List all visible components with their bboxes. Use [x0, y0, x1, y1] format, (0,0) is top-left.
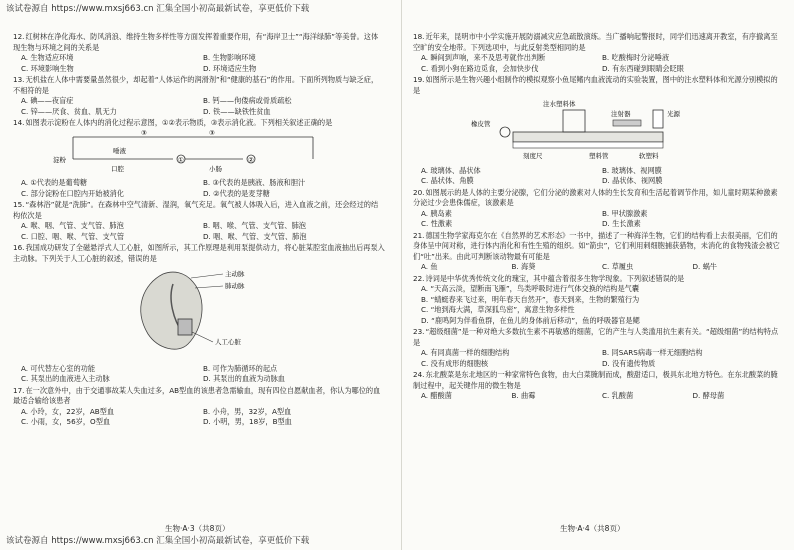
- option-b: B. 小舟，男，32岁，A型血: [203, 406, 292, 416]
- option-b: B. 甲状腺激素: [602, 208, 648, 218]
- question-6: [13, 386, 385, 428]
- option-d: D. 其泵出的血液为动脉血: [203, 374, 285, 383]
- question-text: 近年来，昆明市中小学实施开展防溺减灾应急疏散演练。当广播响起警报时，同学们迅速离开教室，有序撤离至空旷的安全地带。下列选项中，与此反射类型相同的是: [413, 32, 778, 52]
- question-text: 我国成功研发了全磁悬浮式人工心脏，如图所示，其工作原理是利用泵提供动力，将心脏某腔室血液抽出后再泵入主动脉。下列关于人工心脏的叙述，错误的是: [13, 243, 385, 263]
- digestion-figure: [13, 129, 385, 179]
- option-a: A. 可代替左心室的功能: [21, 363, 96, 373]
- fish-figure: [413, 96, 783, 166]
- options-list: [13, 53, 385, 74]
- question-number: 15.: [13, 200, 25, 209]
- question-text: 诗词是中华优秀传统文化的瑰宝，其中蕴含着很多生物学现象。下列叙述错误的是: [425, 273, 685, 283]
- label-small-intestine: 小肠: [209, 164, 222, 173]
- options-list: [413, 284, 783, 326]
- label-3-mark-b: ③: [209, 128, 215, 137]
- question-number: 14.: [13, 118, 25, 127]
- page-number-right: 生物·A·4（共8页）: [560, 524, 625, 533]
- option-d: D. “鹿鸣阿为伴看鱼群，在鱼儿的身体前后移动”，鱼的呼吸器官是鳃: [421, 315, 640, 325]
- option-d: D. 小明，男，18岁，B型血: [203, 417, 292, 426]
- label-water-body: 注水塑料体: [543, 100, 576, 108]
- label-mouth: 口腔: [111, 164, 124, 173]
- options-list: [13, 221, 385, 242]
- question-1: [413, 32, 783, 74]
- option-a: A. 醋酸菌: [421, 391, 452, 400]
- option-b: B. 曲霉: [511, 391, 536, 400]
- label-rubber-tube: 橡皮管: [471, 120, 491, 128]
- option-a: A. 碘——夜盲症: [21, 96, 74, 105]
- option-a: A. 胰岛素: [421, 208, 452, 218]
- options-list: [413, 166, 783, 187]
- label-saliva: 唾液: [113, 146, 126, 155]
- label-ruler: 刻度尺: [523, 152, 543, 160]
- options-list: [413, 391, 783, 402]
- right-page-column: [413, 32, 783, 524]
- light-source-shape: [653, 110, 663, 128]
- question-text: 如图展示的是人体的主要分泌腺，它们分泌的激素对人体的生长发育和生活起着调节作用，如儿童时期某种激素分泌过少会患侏儒症，该激素是: [413, 187, 778, 207]
- question-text: 东北酸菜是东北地区的一种家常特色食物，由大白菜腌制而成，酸甜适口，极具东北地方特色。在东北酸菜的腌制过程中，起关键作用的微生物是: [413, 370, 778, 390]
- question-5: [13, 243, 385, 385]
- option-c: C. 部分淀粉在口腔内开始被消化: [21, 188, 125, 198]
- options-list: [413, 209, 783, 230]
- question-number: 18.: [413, 32, 425, 41]
- label-3-mark: ③: [141, 128, 147, 137]
- option-b: B. “蜻蜓春来飞过来，明年春天自然开”，春天到来，生物的繁殖行为: [421, 294, 640, 304]
- leader-pump: [192, 332, 213, 342]
- options-list: [13, 364, 385, 385]
- question-number: 12.: [13, 32, 25, 41]
- option-a: A. 喉、咽、气管、支气管、肺泡: [21, 221, 124, 230]
- question-number: 21.: [413, 230, 425, 240]
- option-b: B. 海葵: [511, 262, 536, 271]
- option-a: A. 小玲，女，22岁，AB型血: [21, 406, 115, 416]
- ruler-shape: [513, 142, 663, 148]
- option-c: C. 锌——厌食、贫血、肌无力: [21, 106, 117, 116]
- label-plastic-tube: 塑料管: [589, 152, 609, 160]
- question-stem: [13, 243, 385, 264]
- page-fold-divider: [401, 0, 402, 550]
- option-d: D. 酵母菌: [692, 391, 725, 400]
- option-a: A. ①代表的是葡萄糖: [21, 178, 88, 187]
- question-stem: [13, 75, 385, 96]
- options-list: [13, 96, 385, 117]
- option-d: D. 没有遗传物质: [602, 358, 656, 368]
- question-stem: [413, 231, 783, 263]
- bottom-watermark-banner: 该试卷源自 https://www.mxsj663.cn 汇集全国小初高最新试卷，享更低价下载: [6, 536, 310, 546]
- option-b: B. 同SARS病毒一样无细胞结构: [602, 348, 703, 357]
- tube-shape: [513, 132, 663, 142]
- option-c: C. 草履虫: [602, 262, 634, 271]
- label-aorta: 主动脉: [225, 270, 245, 278]
- question-number: 24.: [413, 370, 425, 379]
- option-a: A. 有同真菌一样的细胞结构: [421, 348, 510, 357]
- question-text: 德国生物学家海克尔在《自然界的艺术形态》一书中，描述了一种海洋生物，它们的结构看上去很美丽，它们的身体呈中间对称，进行体内消化和有性生殖的组织。如“箭虫”，它们利用刺细胞捕获猎物，未消化的食物残渣会被它们“吐”出来。由此可判断该动物最有可能是: [413, 230, 780, 261]
- question-number: 22.: [413, 273, 425, 283]
- option-b: B. 钙——佝偻病或骨质疏松: [203, 96, 292, 105]
- option-b: B. 咽、喉、气管、支气管、肺泡: [203, 221, 306, 230]
- label-pulmonary-artery: 肺动脉: [225, 282, 245, 290]
- option-b: B. 玻璃体、视网膜: [602, 165, 662, 175]
- option-b: B. 可作为肺循环的起点: [203, 363, 278, 373]
- question-number: 17.: [13, 385, 25, 395]
- question-text: “超级细菌”是一种对绝大多数抗生素不再敏感的细菌，它的产生与人类滥用抗生素有关。“超级细菌”的结构特点是: [413, 327, 779, 347]
- option-d: D. 蜗牛: [692, 262, 717, 271]
- option-b: B. ③代表的是胰液、肠液和胆汁: [203, 178, 306, 187]
- option-c: C. 乳酸菌: [602, 391, 634, 400]
- question-text: 如图所示是生物兴趣小组制作的模拟观察小鱼尾鳍内血液流动的实验装置，图中的注水塑料体和光源分别模拟的是: [413, 75, 778, 95]
- option-c: C. 小雨，女，56岁，O型血: [21, 417, 111, 426]
- page-number-left: 生物·A·3（共8页）: [165, 524, 230, 533]
- option-d: D. 铁——缺铁性贫血: [203, 106, 271, 116]
- water-body-shape: [563, 110, 585, 132]
- leader-pulmonary: [195, 286, 223, 288]
- question-stem: [413, 370, 783, 391]
- option-a: A. 鱼: [421, 262, 438, 271]
- option-b: B. 吃酸梅时分泌唾液: [602, 53, 670, 62]
- question-stem: [413, 32, 783, 53]
- question-text: 如图表示淀粉在人体内的消化过程示意图，①②表示物质，③表示消化液。下列相关叙述正确的是: [25, 118, 333, 127]
- label-1: ①: [178, 155, 184, 164]
- digestion-diagram: [13, 129, 353, 175]
- left-page-column: [13, 32, 385, 524]
- options-list: [413, 348, 783, 369]
- option-d: D. 生长激素: [602, 219, 641, 228]
- question-stem: [413, 188, 783, 209]
- question-number: 19.: [413, 75, 425, 84]
- options-list: [413, 53, 783, 74]
- heart-figure: [13, 264, 385, 364]
- question-7: [413, 370, 783, 402]
- question-1: [13, 32, 385, 74]
- question-6: [413, 327, 783, 369]
- question-stem: [13, 118, 385, 129]
- question-4: [413, 231, 783, 273]
- question-stem: [413, 327, 783, 348]
- question-3: [13, 118, 385, 199]
- option-c: C. 没有成形的细胞核: [421, 358, 489, 368]
- option-a: A. 玻璃体、晶状体: [421, 165, 481, 175]
- option-a: A. 生物适应环境: [21, 53, 74, 62]
- option-c: C. 看到小狗在路边觅食，会加快步伐: [421, 63, 539, 73]
- options-list: [13, 407, 385, 428]
- label-syringe: 注射器: [611, 110, 631, 118]
- options-list: [13, 178, 385, 199]
- syringe-shape: [613, 120, 641, 126]
- option-d: D. 咽、喉、气管、支气管、肺泡: [203, 231, 307, 241]
- heart-outline-shape: [141, 272, 202, 349]
- question-number: 20.: [413, 187, 425, 197]
- pump-device-shape: [178, 319, 192, 335]
- label-starch: 淀粉: [53, 155, 66, 164]
- option-c: C. 其泵出的血液进入主动脉: [21, 374, 110, 383]
- option-d: D. ②代表的是麦芽糖: [203, 188, 270, 198]
- question-stem: [13, 200, 385, 221]
- rubber-bulb-shape: [500, 127, 510, 137]
- question-text: 红树林在净化海水、防风消浪、维持生物多样性等方面发挥着重要作用，有“海岸卫士”“海洋绿肺”等美誉。这体现生物与环境之间的关系是: [13, 32, 379, 52]
- option-c: C. 晶状体、角膜: [421, 176, 474, 185]
- question-text: “森林浴”就是“洗肺”。在森林中空气清新、湿润，氧气充足。氧气被人体吸入后，进入血液之前，还会经过的结构依次是: [13, 200, 379, 220]
- question-5: [413, 274, 783, 327]
- heart-diagram: [13, 264, 353, 360]
- question-3: [413, 188, 783, 230]
- question-number: 23.: [413, 327, 425, 336]
- options-list: [413, 262, 783, 273]
- option-c: C. 性激素: [421, 219, 453, 228]
- leader-aorta: [191, 274, 223, 278]
- option-c: C. 口腔、咽、喉、气管、支气管: [21, 231, 125, 241]
- option-d: D. 有东西碰到眼睛会眨眼: [602, 63, 684, 73]
- option-d: D. 晶状体、视网膜: [602, 176, 663, 185]
- question-text: 无机盐在人体中需要量虽然很少，却起着“人体运作的润滑剂”和“健康的基石”的作用。下面所列物质与缺乏症，不相符的是: [13, 75, 379, 95]
- label-2: ②: [248, 155, 254, 164]
- top-watermark-banner: 该试卷源自 https://www.mxsj663.cn 汇集全国小初高最新试卷，享更低价下载: [6, 4, 310, 14]
- option-a: A. 瞬间到声响，来不及思考就作出判断: [421, 53, 546, 62]
- question-stem: [13, 386, 385, 407]
- question-stem: [413, 274, 783, 285]
- question-2: [413, 75, 783, 187]
- question-text: 在一次意外中，由于交通事故某人失血过多，AB型血的该患者急需输血，现有四位自愿献血者，你认为哪位的血最适合输给该患者: [13, 385, 381, 405]
- option-a: A. “天高云淡，望断南飞雁”，鸟类呼吸时进行气体交换的结构是气囊: [421, 284, 640, 293]
- question-4: [13, 200, 385, 242]
- question-number: 13.: [13, 75, 25, 84]
- question-number: 16.: [13, 243, 25, 252]
- label-light-source: 光源: [667, 110, 680, 118]
- question-stem: [13, 32, 385, 53]
- option-c: C. 环境影响生物: [21, 63, 74, 73]
- option-b: B. 生物影响环境: [203, 53, 256, 62]
- label-soft-plastic: 软塑料: [639, 152, 659, 160]
- fish-apparatus-diagram: [413, 96, 753, 162]
- option-d: D. 环境适应生物: [203, 63, 257, 73]
- option-c: C. “地到海大满，草深狐鸟密”，寓意生物多样性: [421, 305, 575, 314]
- question-2: [13, 75, 385, 117]
- question-stem: [413, 75, 783, 96]
- label-artificial-heart: 人工心脏: [215, 338, 241, 346]
